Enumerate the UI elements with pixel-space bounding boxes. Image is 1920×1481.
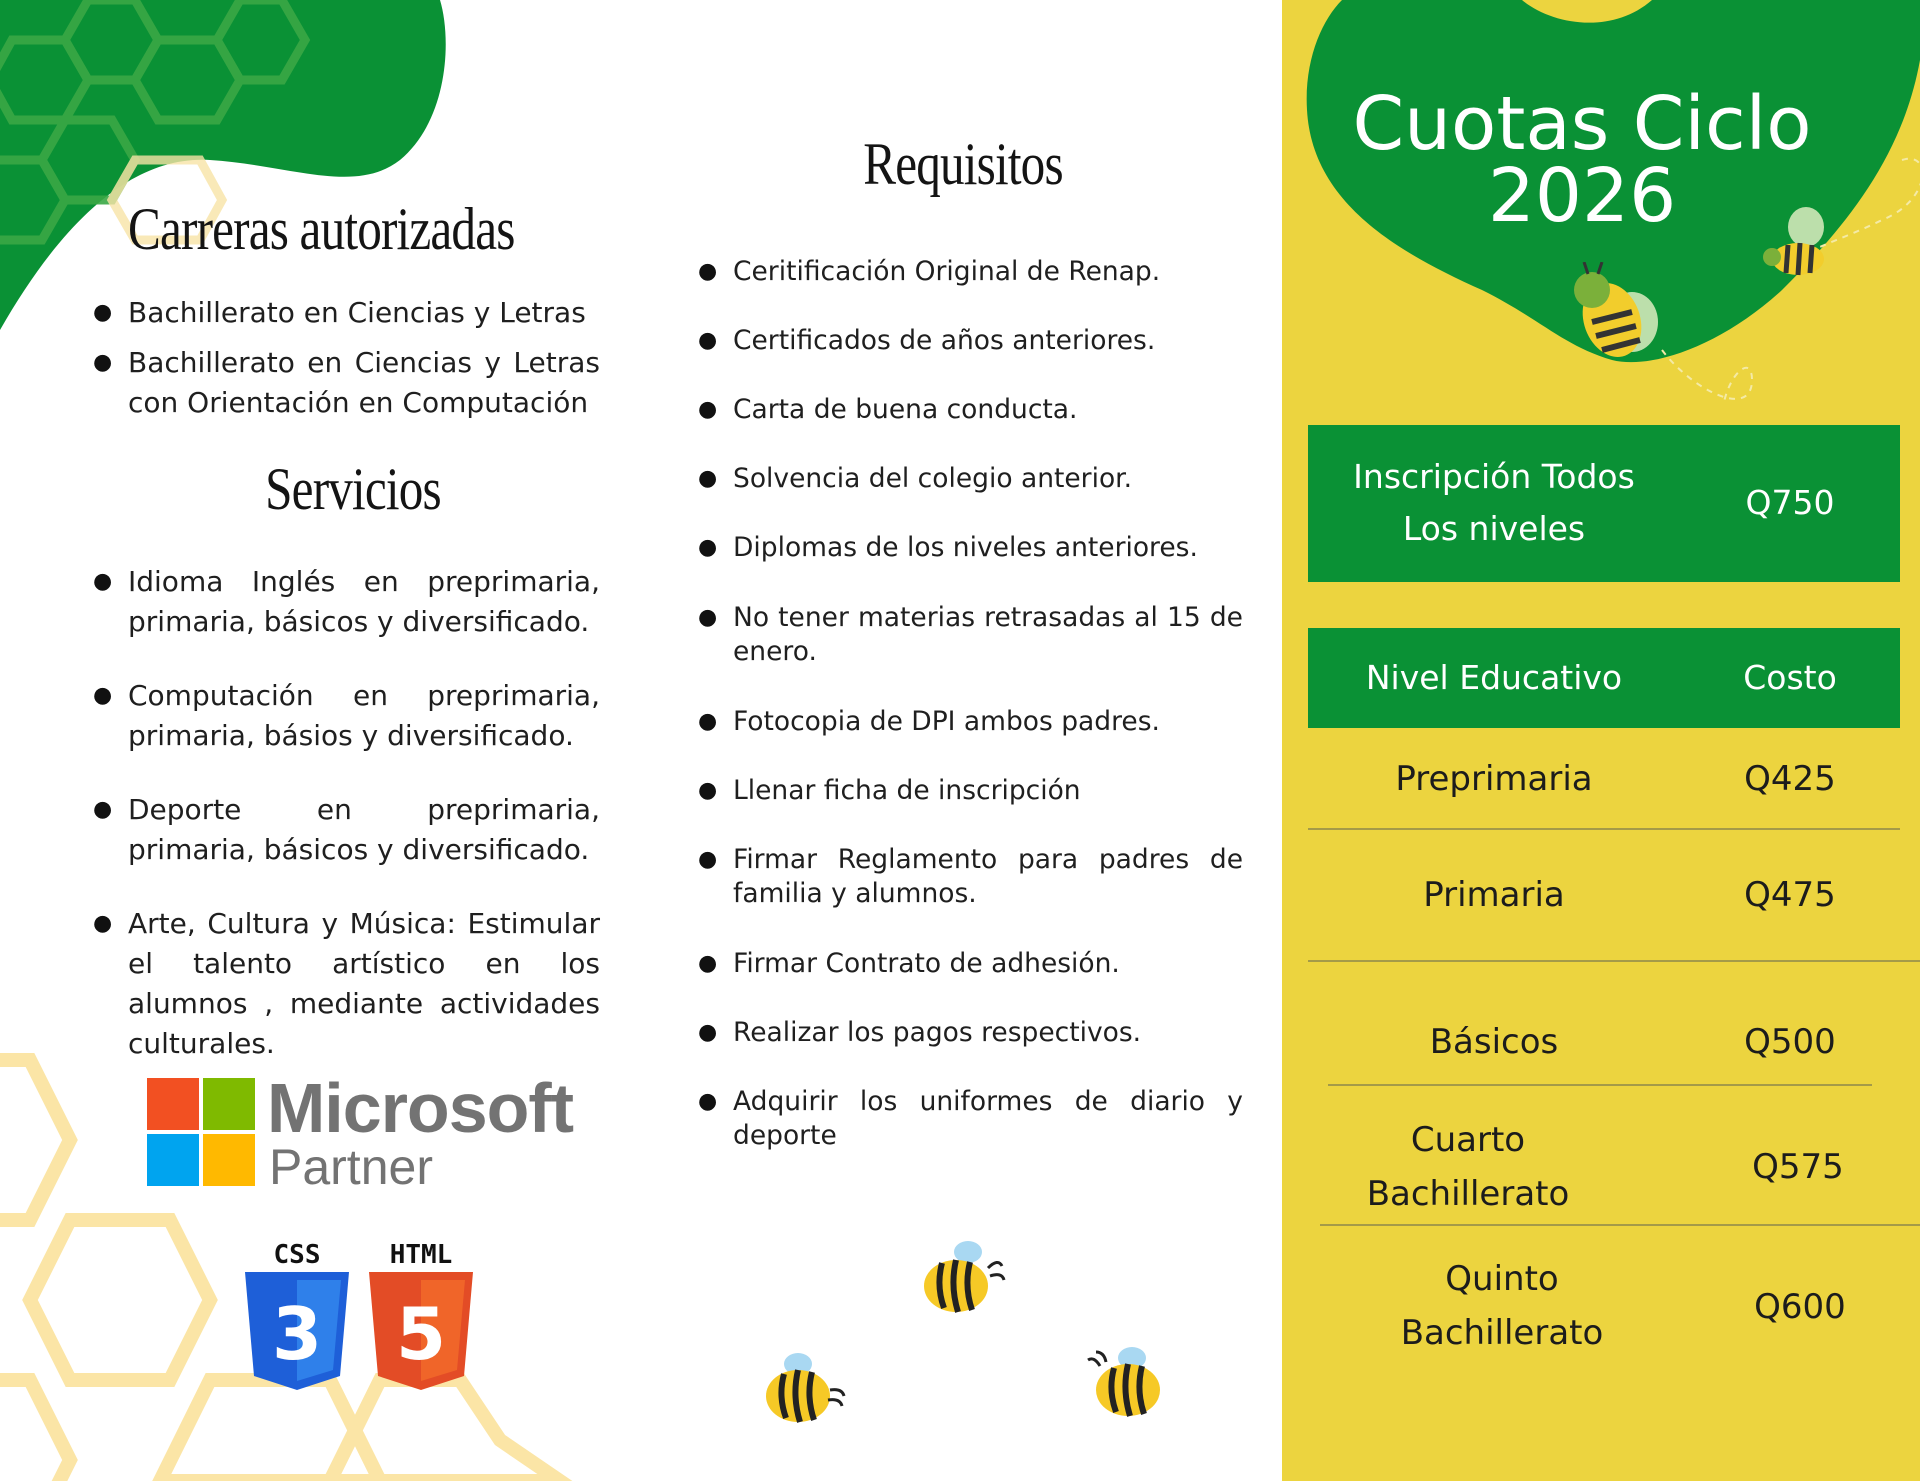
header-level: Nivel Educativo <box>1365 658 1623 697</box>
row-divider <box>1320 1224 1920 1226</box>
bullet-icon: ● <box>93 300 113 325</box>
bullet-icon: ● <box>698 397 718 422</box>
requisitos-title: Requisitos <box>863 131 1063 197</box>
bullet-icon: ● <box>698 951 718 976</box>
bullet-icon: ● <box>698 328 718 353</box>
fee-cost: Q500 <box>1744 1022 1836 1062</box>
list-item: ● Fotocopia de DPI ambos padres. <box>698 706 1160 737</box>
list-item: ● Diplomas de los niveles anteriores. <box>698 532 1198 563</box>
bee-icon <box>1562 262 1672 372</box>
list-item: ● Firmar Reglamento para padres de familia y alumnos. <box>698 844 1243 909</box>
html5-logo: HTML 5 <box>369 1240 473 1390</box>
inscripcion-value: Q750 <box>1745 483 1835 522</box>
carreras-title: Carreras autorizadas <box>128 196 515 262</box>
fee-cost: Q475 <box>1744 875 1836 915</box>
microsoft-partner-logo <box>147 1069 587 1195</box>
list-item: ● Computación en preprimaria, primaria, básios y diversificado. <box>128 676 600 756</box>
cuotas-title-line1: Cuotas Ciclo <box>1352 81 1812 167</box>
bee-icon <box>918 1238 1008 1318</box>
bee-icon <box>758 1350 848 1430</box>
inscripcion-label: Inscripción Todos Los niveles <box>1353 457 1635 548</box>
list-item: ● Llenar ficha de inscripción <box>698 775 1081 806</box>
list-item: ● Bachillerato en Ciencias y Letras <box>128 293 600 333</box>
ms-square-red <box>147 1078 199 1130</box>
cuotas-title-line2: 2026 <box>1487 153 1677 239</box>
list-item: ● Certificados de años anteriores. <box>698 325 1156 356</box>
carreras-list <box>93 293 600 423</box>
bullet-icon: ● <box>698 605 718 630</box>
list-item: ● No tener materias retrasadas al 15 de enero. <box>698 602 1243 667</box>
fee-cost: Q600 <box>1754 1287 1846 1327</box>
bullet-icon: ● <box>93 797 113 822</box>
fee-cost: Q575 <box>1752 1147 1844 1187</box>
cuotas-panel <box>1282 0 1920 1481</box>
row-divider <box>1308 828 1900 830</box>
microsoft-wordmark: Microsoft <box>267 1069 573 1147</box>
bullet-icon: ● <box>698 259 718 284</box>
css3-logo: CSS 3 <box>245 1240 349 1390</box>
bee-icon <box>1084 1344 1174 1424</box>
bullet-icon: ● <box>93 911 113 936</box>
list-item: ● Arte, Cultura y Música: Estimular el talento artístico en los alumnos , mediante actividades culturales. <box>128 904 600 1064</box>
bullet-icon: ● <box>93 683 113 708</box>
fee-level: Cuarto Bachillerato <box>1366 1120 1570 1214</box>
fee-level: Básicos <box>1429 1022 1559 1062</box>
bullet-icon: ● <box>93 350 113 375</box>
fee-level: Primaria <box>1423 875 1565 915</box>
requisitos-list <box>698 255 1243 1155</box>
header-cost: Costo <box>1743 658 1837 697</box>
list-item: ● Deporte en preprimaria, primaria, básicos y diversificado. <box>128 790 600 870</box>
ms-square-yellow <box>203 1134 255 1186</box>
list-item: ● Adquirir los uniformes de diario y deporte <box>698 1086 1243 1151</box>
bullet-icon: ● <box>93 569 113 594</box>
list-item: ● Firmar Contrato de adhesión. <box>698 948 1120 979</box>
row-divider <box>1328 1084 1872 1086</box>
list-item: ● Carta de buena conducta. <box>698 394 1078 425</box>
servicios-title: Servicios <box>265 456 441 522</box>
servicios-list <box>93 562 600 1064</box>
fee-level: Preprimaria <box>1395 759 1593 799</box>
bullet-icon: ● <box>698 778 718 803</box>
fee-cost: Q425 <box>1744 759 1836 799</box>
bullet-icon: ● <box>698 1020 718 1045</box>
ms-square-green <box>203 1078 255 1130</box>
fees-table-header <box>1308 628 1900 728</box>
ms-square-blue <box>147 1134 199 1186</box>
bullet-icon: ● <box>698 847 718 872</box>
inscripcion-box <box>1308 425 1900 582</box>
bullet-icon: ● <box>698 1089 718 1114</box>
list-item: ● Realizar los pagos respectivos. <box>698 1017 1142 1048</box>
fee-level: Quinto Bachillerato <box>1400 1259 1604 1353</box>
bee-icon <box>1762 205 1842 280</box>
bullet-icon: ● <box>698 709 718 734</box>
bullet-icon: ● <box>698 535 718 560</box>
list-item: ● Solvencia del colegio anterior. <box>698 463 1133 494</box>
list-item: ● Idioma Inglés en preprimaria, primaria, básicos y diversificado. <box>128 562 600 642</box>
row-divider <box>1308 960 1920 962</box>
list-item: ● Ceritificación Original de Renap. <box>698 256 1161 287</box>
bullet-icon: ● <box>698 466 718 491</box>
list-item: ● Bachillerato en Ciencias y Letras con Orientación en Computación <box>128 343 600 423</box>
partner-wordmark: Partner <box>269 1139 433 1195</box>
